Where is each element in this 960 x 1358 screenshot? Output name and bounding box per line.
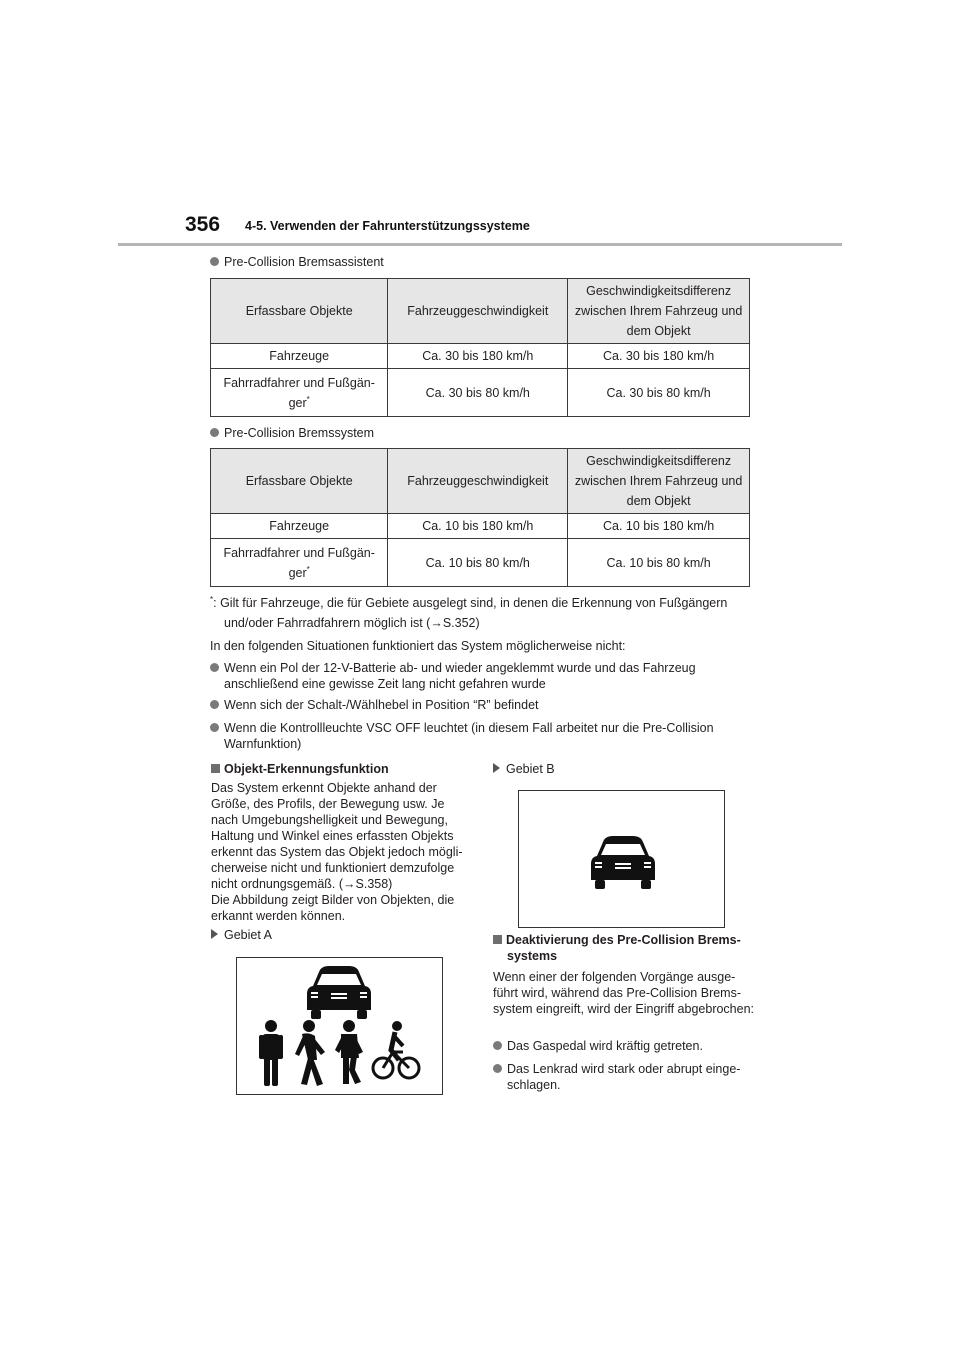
bullet-icon [210,257,219,266]
table-cell: Ca. 10 bis 180 km/h [388,514,568,539]
objekt-body: Das System erkennt Objekte anhand der Größe, des Profils, der Bewegung usw. Je nach Umgebungshelligkeit und Bewegung, Haltung und Winkel eines erfassten Objekts erkennt das System das Objekt jedoch mögli-cherweise nicht und funktioniert demzufolge nicht ordnungsgemäß. (→S.358) [211,781,463,891]
bremsassistent-title: Pre-Collision Bremsassistent [210,254,384,271]
bullet-icon [210,700,219,709]
gebiet-b-label: Gebiet B [493,761,555,777]
bullet-icon [493,1041,502,1050]
car-front-icon [307,966,371,1019]
table-cell: Ca. 30 bis 180 km/h [388,344,568,369]
table-cell: Ca. 10 bis 80 km/h [568,539,750,587]
cyclist-icon [373,1021,419,1078]
table-header: Geschwindigkeitsdifferenz zwischen Ihrem Fahrzeug und dem Objekt [568,449,750,514]
gebiet-b-illustration [519,791,724,927]
arrow-right-icon [493,763,500,773]
square-bullet-icon [493,935,502,944]
table-cell: Ca. 10 bis 180 km/h [568,514,750,539]
table-cell: Ca. 30 bis 80 km/h [388,369,568,417]
footnote: *: Gilt für Fahrzeuge, die für Gebiete ausgelegt sind, in denen die Erkennung von Fußgängern [210,594,728,610]
pedestrian-icon [335,1020,363,1084]
objekt-heading: Objekt-Erkennungsfunktion [211,761,389,777]
table-cell: Fahrradfahrer und Fußgän-ger* [211,539,388,587]
list-item: Wenn ein Pol der 12-V-Batterie ab- und wieder angeklemmt wurde und das Fahrzeug anschließend eine gewisse Zeit lang nicht gefahren wurde [210,660,754,692]
situations-intro: In den folgenden Situationen funktioniert das System möglicherweise nicht: [210,639,626,653]
arrow-right-icon [211,929,218,939]
section-title: 4-5. Verwenden der Fahrunterstützungssysteme [245,219,530,233]
table-header: Geschwindigkeitsdifferenz zwischen Ihrem Fahrzeug und dem Objekt [568,279,750,344]
bremssystem-table [210,448,750,587]
bullet-icon [210,428,219,437]
figure-gebiet-a [236,957,443,1095]
footnote-cont: und/oder Fahrradfahrern möglich ist (→S.352) [224,616,480,630]
header-rule [118,243,842,246]
page-number: 356 [185,213,221,236]
pedestrian-icon [259,1020,283,1086]
table-cell: Fahrzeuge [211,344,388,369]
table-header: Fahrzeuggeschwindigkeit [388,449,568,514]
table-cell: Ca. 30 bis 180 km/h [568,344,750,369]
bremssystem-title: Pre-Collision Bremssystem [210,425,374,442]
table-header: Erfassbare Objekte [211,449,388,514]
objekt-body2: Die Abbildung zeigt Bilder von Objekten, die erkannt werden können. [211,893,455,923]
bremsassistent-table [210,278,750,417]
figure-gebiet-b [518,790,725,928]
table-cell: Fahrradfahrer und Fußgän-ger* [211,369,388,417]
gebiet-a-illustration [237,958,442,1094]
deaktivierung-body: Wenn einer der folgenden Vorgänge ausge-führt wird, während das Pre-Collision Brems-system eingreift, wird der Eingriff abgebrochen: [493,970,755,1016]
bullet-icon [210,723,219,732]
list-item: Wenn die Kontrollleuchte VSC OFF leuchtet (in diesem Fall arbeitet nur die Pre-Collision Warnfunktion) [210,720,754,752]
list-item: Wenn sich der Schalt-/Wählhebel in Position “R” befindet [210,697,754,713]
deaktivierung-heading: Deaktivierung des Pre-Collision Brems-systems [493,932,767,964]
bullet-icon [210,663,219,672]
table-cell: Ca. 10 bis 80 km/h [388,539,568,587]
table-header: Erfassbare Objekte [211,279,388,344]
gebiet-a-label: Gebiet A [211,927,272,943]
list-item: Das Lenkrad wird stark oder abrupt einge-schlagen. [493,1061,769,1093]
pedestrian-icon [295,1020,325,1086]
table-cell: Fahrzeuge [211,514,388,539]
bullet-icon [493,1064,502,1073]
car-front-icon [591,836,655,889]
table-header: Fahrzeuggeschwindigkeit [388,279,568,344]
square-bullet-icon [211,764,220,773]
table-cell: Ca. 30 bis 80 km/h [568,369,750,417]
list-item: Das Gaspedal wird kräftig getreten. [493,1038,769,1054]
